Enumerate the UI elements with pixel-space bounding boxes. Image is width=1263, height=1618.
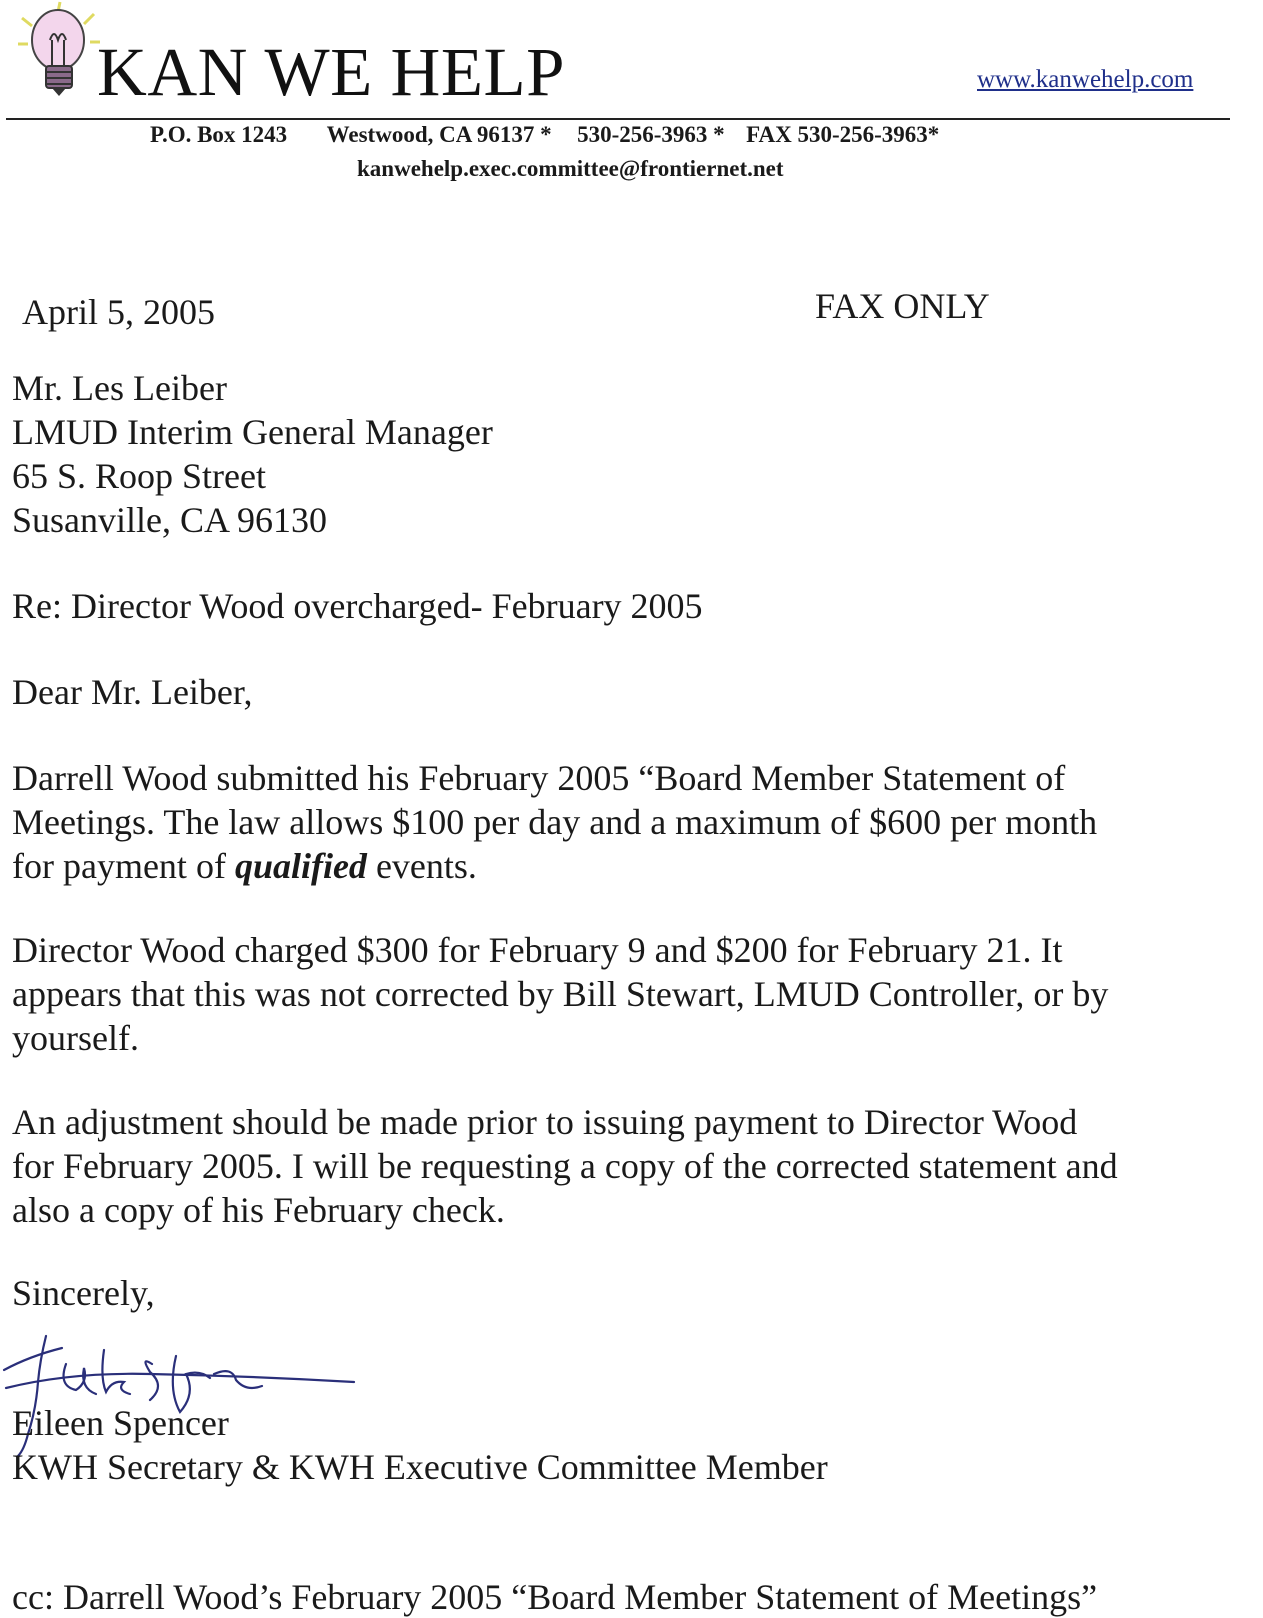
cc-line: cc: Darrell Wood’s February 2005 “Board Member Statement of Meetings” [12,1577,1098,1617]
recipient-title: LMUD Interim General Manager [12,412,493,452]
signer-name: Eileen Spencer [12,1403,229,1443]
paragraph-3-line: for February 2005. I will be requesting a copy of the corrected statement and [12,1146,1118,1186]
city-state-zip: Westwood, CA 96137 * [326,122,552,147]
recipient-city: Susanville, CA 96130 [12,500,328,540]
letter-date: April 5, 2005 [22,292,215,332]
lightbulb-icon [14,0,106,102]
paragraph-2-line: Director Wood charged $300 for February 9 and $200 for February 21. It [12,930,1063,970]
fax-number: FAX 530-256-3963* [746,122,940,147]
paragraph-1-line [12,844,1242,888]
paragraph-1-line: Darrell Wood submitted his February 2005 “Board Member Statement of [12,758,1066,798]
paragraph-2-line: appears that this was not corrected by Bill Stewart, LMUD Controller, or by [12,974,1109,1014]
letterhead-address-line [150,120,939,150]
emphasized-word: qualified [234,846,367,886]
recipient-street: 65 S. Roop Street [12,456,267,496]
paragraph-1 [12,756,1242,888]
organization-name: KAN WE HELP [97,34,566,110]
email-address: kanwehelp.exec.committee@frontiernet.net [357,156,784,181]
recipient-name: Mr. Les Leiber [12,368,227,408]
paragraph-3 [12,1100,1242,1232]
po-box: P.O. Box 1243 [150,122,288,147]
subject-line: Re: Director Wood overcharged- February 2005 [12,586,703,626]
paragraph-2 [12,928,1242,1060]
text-run: for payment of [12,846,235,886]
paragraph-3-line: An adjustment should be made prior to issuing payment to Director Wood [12,1102,1078,1142]
signer-title: KWH Secretary & KWH Executive Committee Member [12,1447,828,1487]
text-run: events. [366,846,477,886]
closing: Sincerely, [12,1273,155,1313]
paragraph-1-line: Meetings. The law allows $100 per day and a maximum of $600 per month [12,802,1098,842]
paragraph-3-line: also a copy of his February check. [12,1190,505,1230]
paragraph-2-line: yourself. [12,1018,139,1058]
website-link[interactable]: www.kanwehelp.com [977,66,1194,93]
salutation: Dear Mr. Leiber, [12,672,253,712]
phone-number: 530-256-3963 * [577,122,725,147]
delivery-method: FAX ONLY [815,286,990,326]
